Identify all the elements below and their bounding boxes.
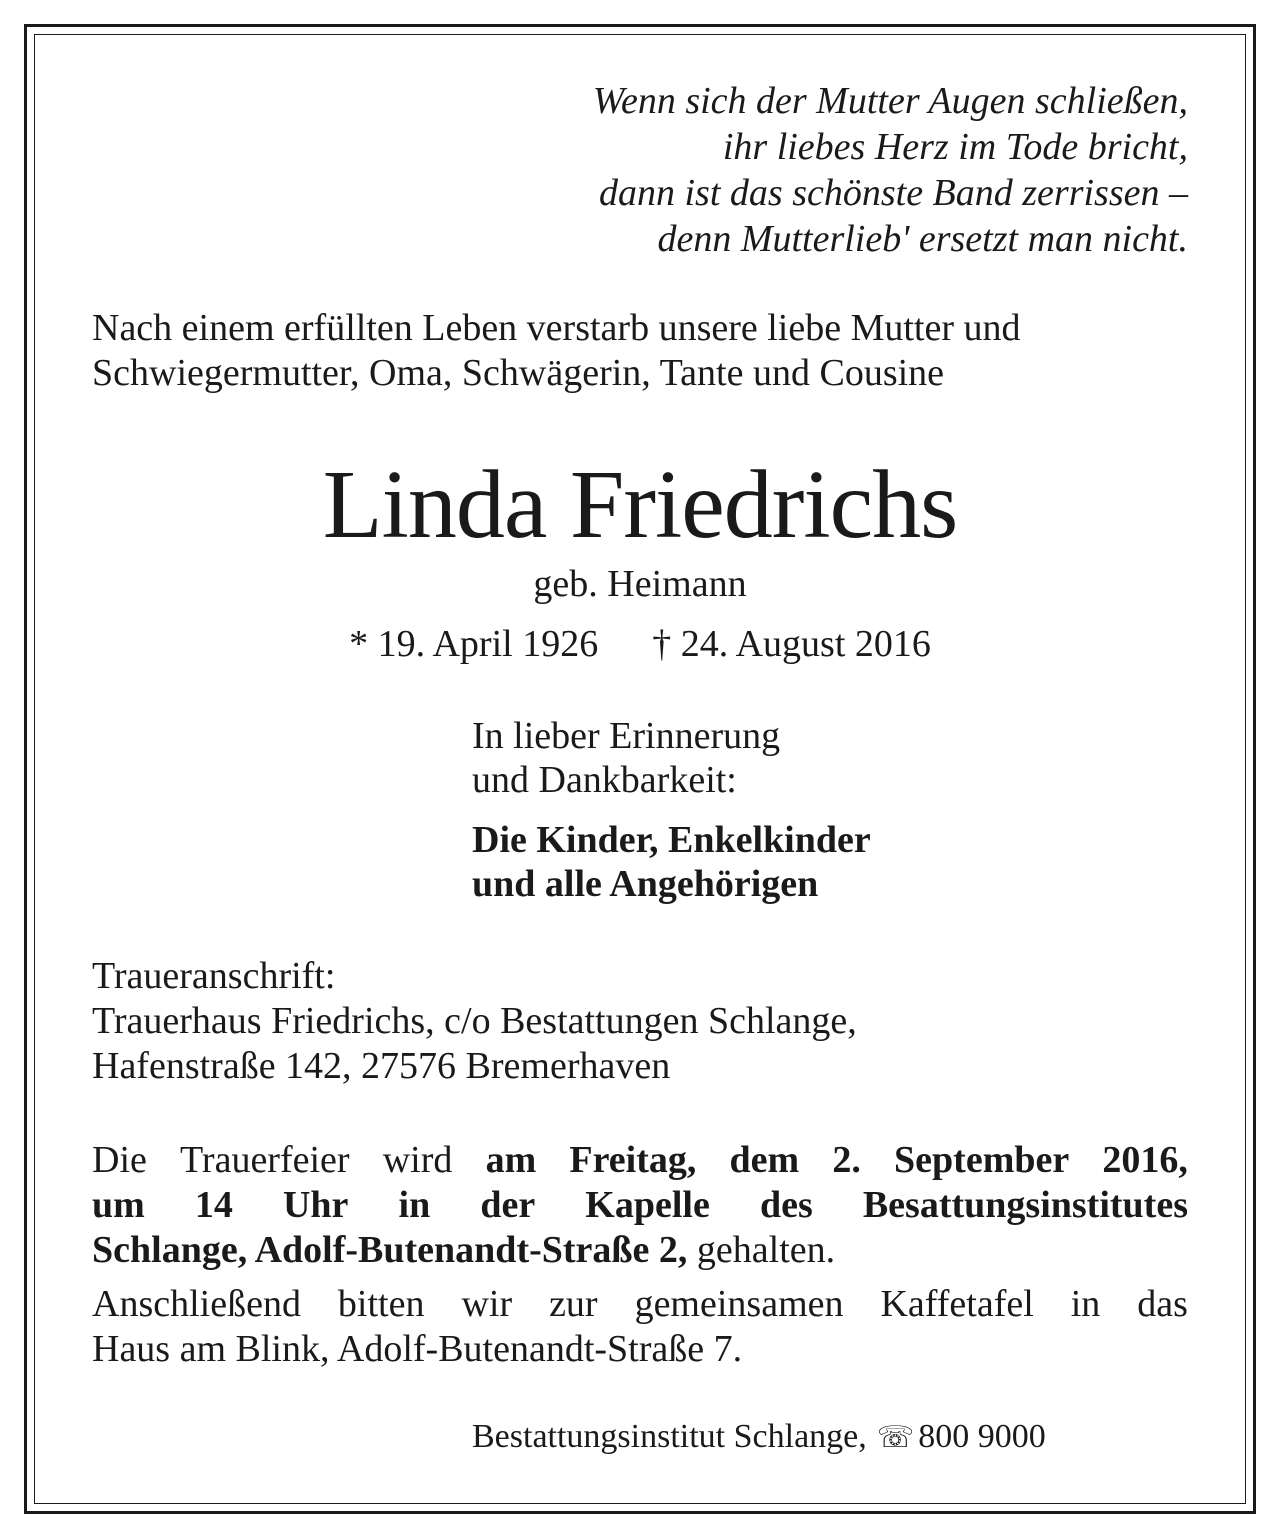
service-word: um: [92, 1184, 145, 1226]
service-suffix: gehalten.: [687, 1229, 836, 1271]
service-line-1: [92, 1138, 1188, 1183]
service-word: Besattungsinstitutes: [862, 1184, 1188, 1226]
service-word: 2.: [832, 1139, 861, 1181]
coffee-word: bitten: [337, 1283, 425, 1325]
service-word: September: [894, 1139, 1070, 1181]
coffee-gathering-info: [92, 1282, 1188, 1372]
coffee-word: zur: [549, 1283, 598, 1325]
death-date: † 24. August 2016: [652, 623, 931, 665]
family-signature: [472, 818, 871, 906]
service-word: in: [398, 1184, 431, 1226]
family-line: und alle Angehörigen: [472, 863, 819, 905]
intro-line: Nach einem erfüllten Leben verstarb unsere liebe Mutter und: [92, 307, 1021, 349]
service-location: Schlange, Adolf-Butenandt-Straße 2,: [92, 1229, 688, 1271]
funeral-service-info: [92, 1138, 1188, 1273]
service-word: dem: [729, 1139, 800, 1181]
coffee-word: Anschließend: [92, 1283, 301, 1325]
birth-date: * 19. April 1926: [349, 623, 599, 665]
service-word: wird: [382, 1139, 453, 1181]
service-word: Freitag,: [569, 1139, 697, 1181]
maiden-name: geb. Heimann: [533, 563, 747, 605]
address-line: Trauerhaus Friedrichs, c/o Bestattungen Schlange,: [92, 1000, 857, 1042]
service-word: 14: [194, 1184, 233, 1226]
telephone-icon: ☏: [876, 1420, 915, 1455]
poem-line: dann ist das schönste Band zerrissen –: [599, 172, 1188, 214]
service-word: am: [485, 1139, 537, 1181]
intro-text: [92, 306, 1188, 396]
memory-text: [472, 714, 780, 802]
service-word: 2016,: [1102, 1139, 1188, 1181]
mourning-address: [92, 954, 857, 1089]
funeral-home-contact: [472, 1416, 1046, 1459]
address-line: Hafenstraße 142, 27576 Bremerhaven: [92, 1045, 671, 1087]
phone-number: 800 9000: [918, 1418, 1046, 1455]
service-word: Die: [92, 1139, 147, 1181]
memory-line: und Dankbarkeit:: [472, 759, 737, 801]
poem-line: denn Mutterlieb' ersetzt man nicht.: [657, 218, 1188, 260]
deceased-name: Linda Friedrichs: [322, 451, 958, 559]
service-line-3: [92, 1228, 1188, 1273]
service-word: Trauerfeier: [180, 1139, 350, 1181]
memory-line: In lieber Erinnerung: [472, 715, 781, 757]
service-word: Kapelle: [585, 1184, 710, 1226]
life-dates: [0, 622, 1280, 666]
coffee-word: wir: [461, 1283, 513, 1325]
service-word: des: [759, 1184, 813, 1226]
coffee-word: Kaffetafel: [880, 1283, 1034, 1325]
poem: [593, 78, 1188, 262]
service-line-2: [92, 1183, 1188, 1228]
poem-line: Wenn sich der Mutter Augen schließen,: [592, 80, 1188, 122]
service-word: der: [480, 1184, 536, 1226]
address-heading: Traueranschrift:: [92, 955, 336, 997]
coffee-word: in: [1070, 1283, 1101, 1325]
funeral-home-name: Bestattungsinstitut Schlange,: [472, 1418, 867, 1455]
intro-line: Schwiegermutter, Oma, Schwägerin, Tante und Cousine: [92, 352, 945, 394]
family-line: Die Kinder, Enkelkinder: [472, 819, 871, 861]
coffee-word: gemeinsamen: [634, 1283, 844, 1325]
coffee-line-1: [92, 1282, 1188, 1327]
service-word: Uhr: [282, 1184, 349, 1226]
coffee-line-2: Haus am Blink, Adolf-Butenandt-Straße 7.: [92, 1328, 743, 1370]
coffee-word: das: [1137, 1283, 1188, 1325]
poem-line: ihr liebes Herz im Tode bricht,: [722, 126, 1188, 168]
